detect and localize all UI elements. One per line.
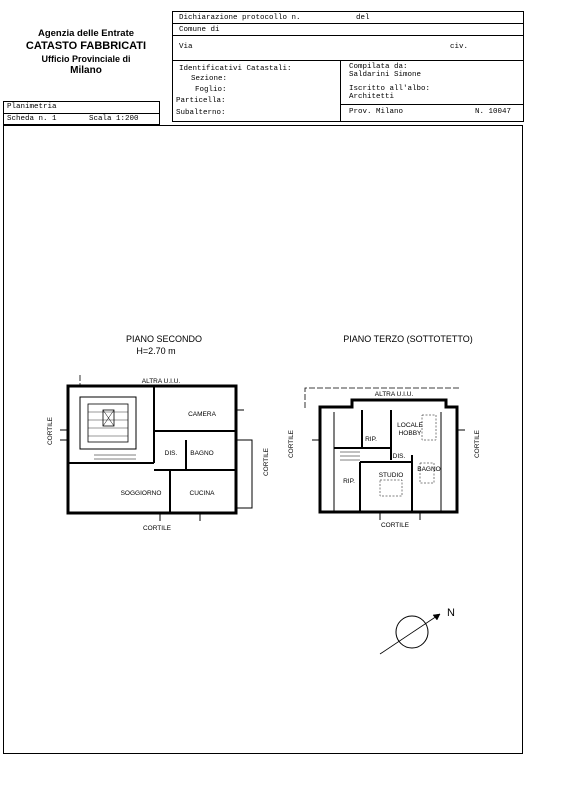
terzo-dis: DIS. <box>392 453 406 460</box>
plan-secondo <box>47 334 270 532</box>
terzo-studio: STUDIO <box>378 472 404 479</box>
secondo-camera: CAMERA <box>188 411 216 418</box>
iscritto-label: Iscritto all'albo: <box>349 85 431 93</box>
secondo-altra-uiu: ALTRA U.I.U. <box>141 378 181 385</box>
declaration-label: Dichiarazione protocollo n. <box>179 14 301 22</box>
foglio-label: Foglio: <box>195 86 227 94</box>
date-label: del <box>356 14 370 22</box>
secondo-cucina: CUCINA <box>189 490 215 497</box>
terzo-title: PIANO TERZO (SOTTOTETTO) <box>343 334 473 344</box>
civico-label: civ. <box>450 43 469 51</box>
north-label: N <box>447 607 455 619</box>
subalterno-label: Subalterno: <box>176 109 226 117</box>
agency-department: CATASTO FABBRICATI <box>25 39 147 52</box>
terzo-bagno: BAGNO <box>417 466 441 473</box>
agency-name: Agenzia delle Entrate <box>37 28 135 39</box>
terzo-rip-lower: RIP. <box>343 478 355 485</box>
sezione-label: Sezione: <box>191 75 228 83</box>
albo-number: N. 10047 <box>475 108 512 116</box>
secondo-dis: DIS. <box>164 450 178 457</box>
planimetria-label: Planimetria <box>7 103 57 111</box>
identificativi-label: Identificativi Catastali: <box>179 65 292 73</box>
plan-terzo <box>288 334 481 529</box>
terzo-hobby: HOBBY <box>398 430 422 437</box>
particella-label: Particella: <box>176 97 226 105</box>
comune-label: Comune di <box>179 26 220 34</box>
province-label: Prov. Milano <box>349 108 404 116</box>
secondo-cortile-left: CORTILE <box>47 416 54 446</box>
agency-city: Milano <box>70 64 102 76</box>
agency-office: Ufficio Provinciale di <box>41 53 131 64</box>
scala-label: Scala 1:200 <box>89 115 139 123</box>
terzo-rip-upper: RIP. <box>365 436 377 443</box>
terzo-locale: LOCALE <box>397 422 423 429</box>
secondo-bagno: BAGNO <box>190 450 214 457</box>
secondo-soggiorno: SOGGIORNO <box>120 490 162 497</box>
terzo-altra-uiu: ALTRA U.I.U. <box>374 391 414 398</box>
terzo-cortile-right: CORTILE <box>474 429 481 459</box>
secondo-height: H=2.70 m <box>136 346 176 356</box>
scheda-label: Scheda n. 1 <box>7 115 57 123</box>
north-arrow-icon <box>380 607 455 654</box>
secondo-cortile-right: CORTILE <box>263 447 270 477</box>
iscritto-value: Architetti <box>349 93 395 101</box>
compilata-value: Saldarini Simone <box>349 71 422 79</box>
secondo-title: PIANO SECONDO <box>125 334 203 344</box>
terzo-cortile-bottom: CORTILE <box>380 522 410 529</box>
compilata-label: Compilata da: <box>349 63 408 71</box>
secondo-cortile-bottom: CORTILE <box>142 525 172 532</box>
via-label: Via <box>179 43 193 51</box>
terzo-cortile-left: CORTILE <box>288 429 295 459</box>
